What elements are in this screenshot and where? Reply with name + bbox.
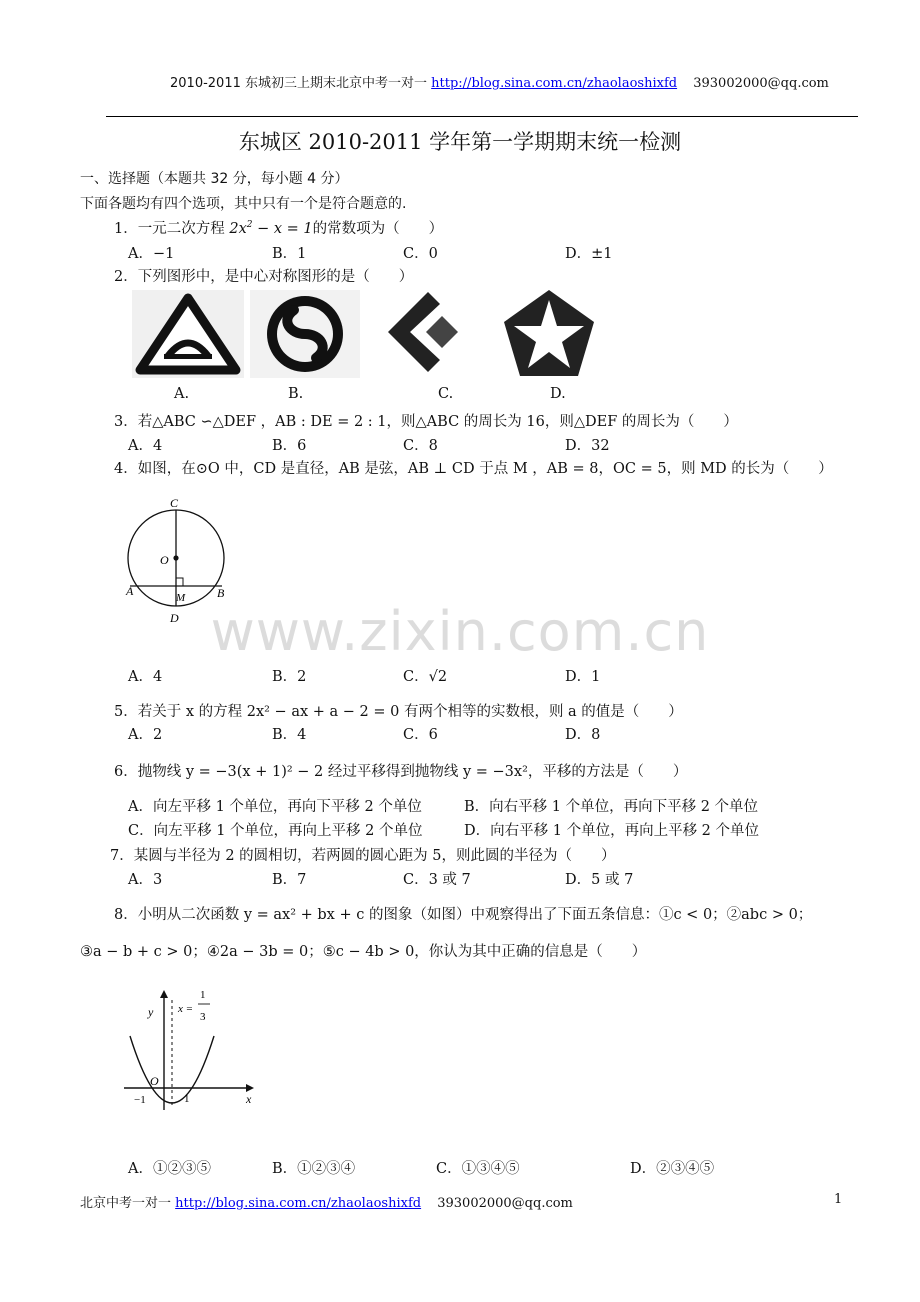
q1-text-b: 的常数项为（ ） xyxy=(312,221,444,237)
q5-option-b[interactable]: B．4 xyxy=(272,727,307,743)
q8-axis-numerator: 1 xyxy=(200,989,206,1001)
q8-option-c[interactable]: C．①③④⑤ xyxy=(436,1161,520,1177)
q8-parabola-figure xyxy=(118,982,262,1116)
q3-option-b[interactable]: B．6 xyxy=(272,438,307,454)
q1-number: 1． xyxy=(114,221,138,237)
q6-option-a[interactable]: A．向左平移 1 个单位，再向下平移 2 个单位 xyxy=(128,799,422,815)
question-7: 7．某圆与半径为 2 的圆相切，若两圆的圆心距为 5，则此圆的半径为（ ） xyxy=(110,848,616,864)
section-instruction: 下面各题均有四个选项，其中只有一个是符合题意的. xyxy=(80,196,407,212)
page-header xyxy=(170,72,829,91)
section-heading: 一、选择题（本题共 32 分，每小题 4 分） xyxy=(80,171,349,187)
q8-option-b[interactable]: B．①②③④ xyxy=(272,1161,356,1177)
q7-option-c[interactable]: C．3 或 7 xyxy=(403,872,471,888)
q4-label-a: A xyxy=(126,584,134,598)
q1-option-d[interactable]: D．±1 xyxy=(565,246,613,262)
question-1 xyxy=(114,217,443,238)
q2-label-b[interactable]: B. xyxy=(288,386,304,402)
q5-option-a[interactable]: A．2 xyxy=(128,727,163,743)
figure-d-star-pentagon xyxy=(500,286,598,382)
q8-option-d[interactable]: D．②③④⑤ xyxy=(630,1161,715,1177)
q2-label-c[interactable]: C. xyxy=(438,386,454,402)
header-prefix: 2010-2011 东城初三上期末 xyxy=(170,76,336,91)
q4-option-a[interactable]: A．4 xyxy=(128,669,163,685)
q7-option-a[interactable]: A．3 xyxy=(128,872,163,888)
q1-option-c[interactable]: C．0 xyxy=(403,246,438,262)
q8-label-neg1: −1 xyxy=(134,1094,146,1106)
q8-option-a[interactable]: A．①②③⑤ xyxy=(128,1161,211,1177)
q3-option-d[interactable]: D．32 xyxy=(565,438,610,454)
q8-label-one: 1 xyxy=(184,1093,190,1105)
q4-label-d: D xyxy=(170,611,179,625)
watermark: www.zixin.com.cn xyxy=(210,600,710,663)
q5-option-d[interactable]: D．8 xyxy=(565,727,601,743)
q8-label-y: y xyxy=(148,1005,154,1019)
figure-a-triangle-sign xyxy=(132,290,244,378)
question-8-line-2: ③a − b + c > 0；④2a − 3b = 0；⑤c − 4b > 0，你认为其中正确的信息是（ ） xyxy=(80,944,647,960)
q8-axis-label: x = xyxy=(178,1003,194,1015)
footer-org: 北京中考一对一 xyxy=(80,1196,172,1211)
header-org: 北京中考一对一 xyxy=(336,76,428,91)
footer-link[interactable]: http://blog.sina.com.cn/zhaolaoshixfd xyxy=(175,1196,422,1211)
question-2: 2．下列图形中，是中心对称图形的是（ ） xyxy=(114,269,414,285)
header-divider xyxy=(106,116,858,117)
q6-option-b[interactable]: B．向右平移 1 个单位，再向下平移 2 个单位 xyxy=(464,799,759,815)
q4-label-m: M xyxy=(176,592,186,604)
q1-option-b[interactable]: B．1 xyxy=(272,246,307,262)
page-title: 东城区 2010-2011 学年第一学期期末统一检测 xyxy=(238,130,682,154)
q7-option-d[interactable]: D．5 或 7 xyxy=(565,872,634,888)
question-8-line-1: 8．小明从二次函数 y = ax² + bx + c 的图象（如图）中观察得出了下面五条信息：①c < 0；②abc > 0； xyxy=(114,907,813,923)
page-footer xyxy=(80,1192,573,1211)
q2-label-a[interactable]: A. xyxy=(174,386,190,402)
q5-option-c[interactable]: C．6 xyxy=(403,727,438,743)
q3-option-a[interactable]: A．4 xyxy=(128,438,163,454)
q3-option-c[interactable]: C．8 xyxy=(403,438,438,454)
figure-b-swirl-logo xyxy=(250,290,360,378)
question-4: 4．如图，在⊙O 中，CD 是直径，AB 是弦，AB ⊥ CD 于点 M ，AB = 8，OC = 5，则 MD 的长为（ ） xyxy=(114,461,833,477)
q6-option-d[interactable]: D．向右平移 1 个单位，再向上平移 2 个单位 xyxy=(464,823,760,839)
q1-option-a[interactable]: A．−1 xyxy=(128,246,175,262)
page-number: 1 xyxy=(834,1192,843,1207)
header-email: 393002000@qq.com xyxy=(693,76,829,91)
q7-option-b[interactable]: B．7 xyxy=(272,872,307,888)
q8-axis-denominator: 3 xyxy=(200,1011,206,1023)
q4-label-o: O xyxy=(160,553,169,567)
q4-option-d[interactable]: D．1 xyxy=(565,669,601,685)
q6-option-c[interactable]: C．向左平移 1 个单位，再向上平移 2 个单位 xyxy=(128,823,423,839)
footer-email: 393002000@qq.com xyxy=(437,1196,573,1211)
q1-equation: $2x^2 - x = 1$ xyxy=(229,220,313,237)
figure-c-diamond-arrow xyxy=(380,286,476,378)
q4-option-c[interactable]: C．√2 xyxy=(403,669,448,685)
q2-label-d[interactable]: D. xyxy=(550,386,566,402)
q4-label-c: C xyxy=(170,496,179,510)
header-link[interactable]: http://blog.sina.com.cn/zhaolaoshixfd xyxy=(431,76,678,91)
q4-label-b: B xyxy=(217,586,225,600)
q1-text-a: 一元二次方程 xyxy=(137,221,225,237)
q4-option-b[interactable]: B．2 xyxy=(272,669,307,685)
q8-label-o: O xyxy=(150,1074,159,1088)
q8-label-x: x xyxy=(246,1092,252,1106)
question-6: 6．抛物线 y = −3(x + 1)² − 2 经过平移得到抛物线 y = −3x²，平移的方法是（ ） xyxy=(114,764,688,780)
question-5: 5．若关于 x 的方程 2x² − ax + a − 2 = 0 有两个相等的实数根，则 a 的值是（ ） xyxy=(114,704,683,720)
question-3: 3．若△ABC ∽△DEF ，AB : DE = 2 : 1，则△ABC 的周长为 16，则△DEF 的周长为（ ） xyxy=(114,414,738,430)
